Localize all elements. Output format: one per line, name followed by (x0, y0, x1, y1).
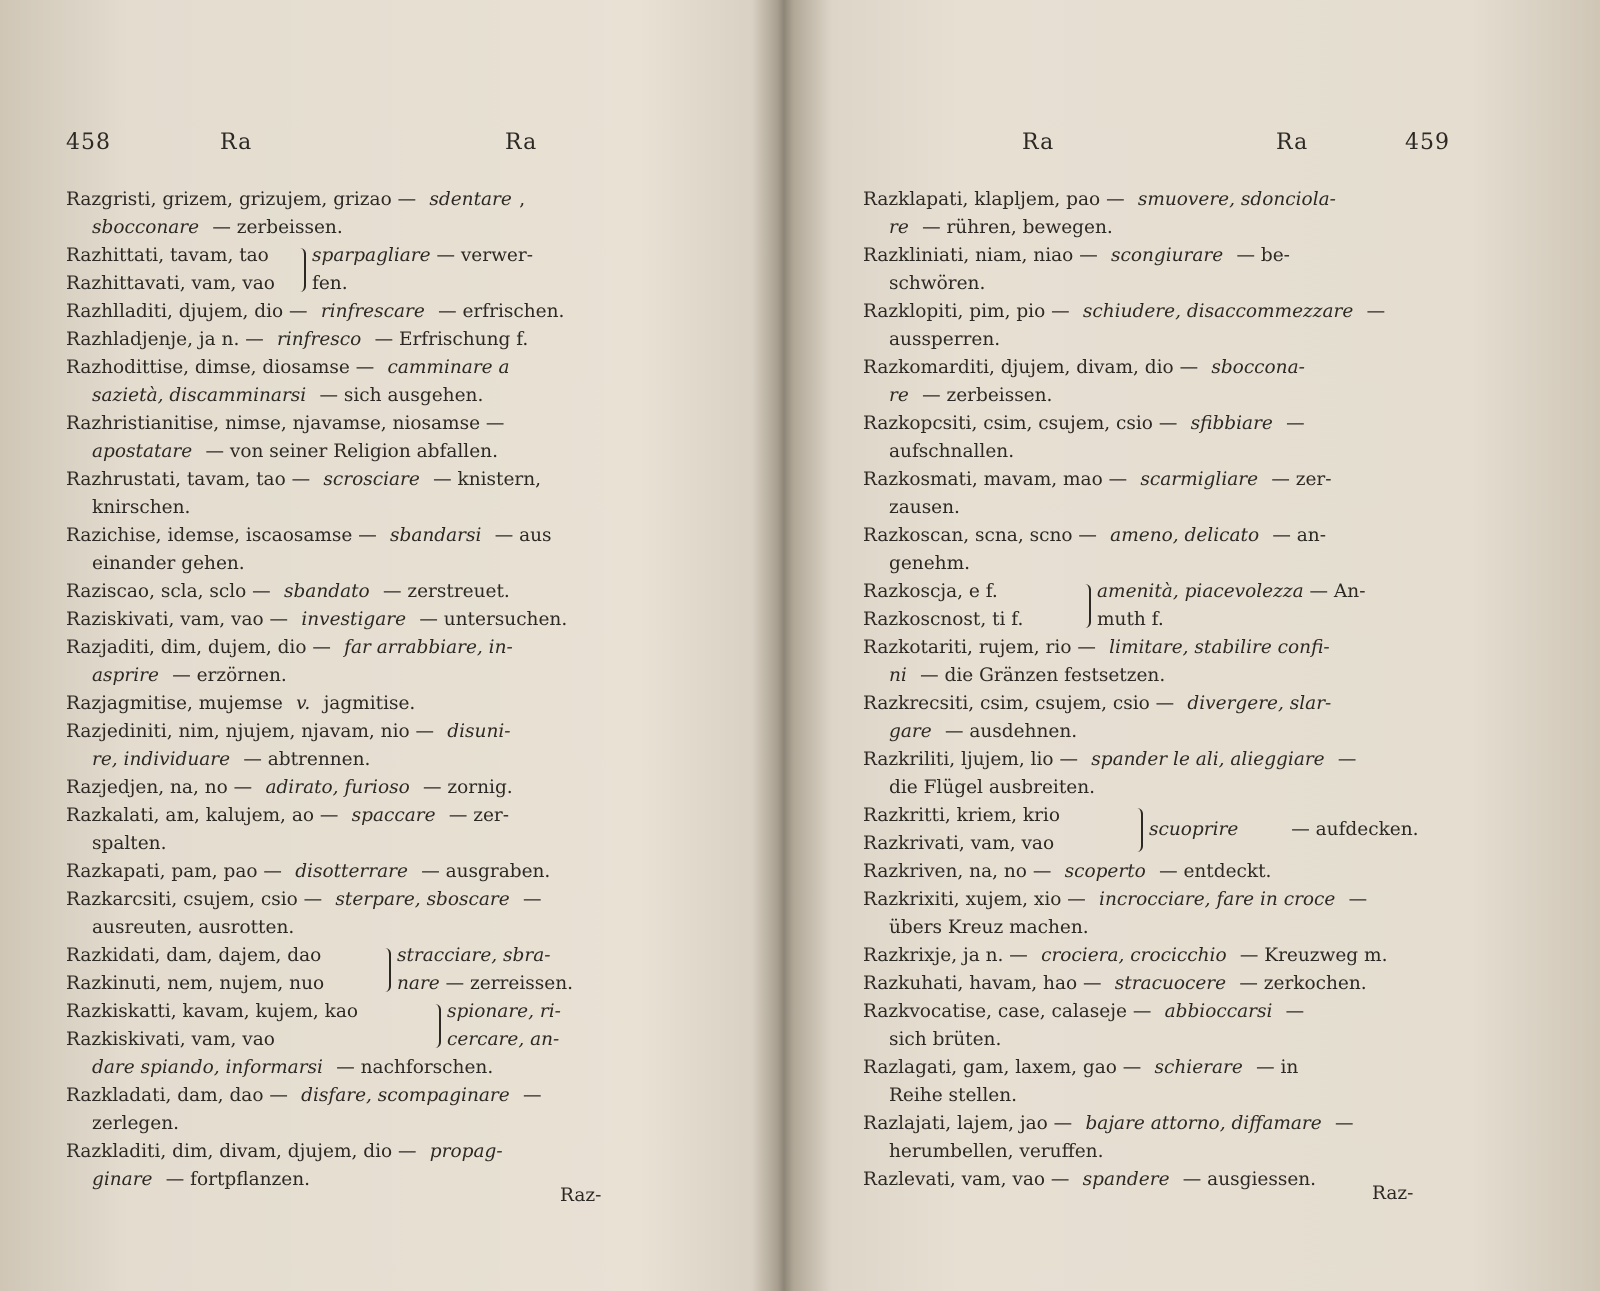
italian-gloss: stracciare, sbra- (397, 945, 551, 966)
entry-line (863, 1082, 1453, 1110)
entry-line (863, 410, 1453, 438)
italian-gloss: scrosciare (323, 469, 420, 490)
grouped-entry (863, 802, 1453, 858)
italian-gloss: asprire (92, 665, 159, 686)
italian-gloss: sbandarsi (390, 525, 482, 546)
entry-text: herumbellen, veruffen. (889, 1141, 1104, 1162)
entry-text: — be- (1230, 245, 1290, 266)
entry-line (66, 774, 650, 802)
italian-gloss: amenità, piacevolezza (1097, 581, 1304, 602)
italian-gloss: scuoprire (1149, 819, 1239, 840)
italian-gloss: investigare (301, 609, 407, 630)
italian-gloss: scoperto (1064, 861, 1146, 882)
italian-gloss: incrocciare, fare in croce (1099, 889, 1336, 910)
entry-text: zerlegen. (92, 1113, 179, 1134)
entry-text: — zer- (442, 805, 510, 826)
entry-text: — rühren, bewegen. (916, 217, 1113, 238)
entry-text: jagmitise. (317, 693, 416, 714)
entry-text: Razkladati, dam, dao — (66, 1085, 294, 1106)
dictionary-entries (863, 186, 1453, 1194)
italian-gloss: bajare attorno, diffamare (1085, 1113, 1322, 1134)
entry-text: — zerbeissen. (916, 385, 1053, 406)
italian-gloss: ginare (92, 1169, 153, 1190)
italian-gloss: cercare, an- (447, 1029, 560, 1050)
entry-text: — (1329, 1113, 1354, 1134)
entry-text: Razkotariti, rujem, rio — (863, 637, 1102, 658)
entry-line (66, 1138, 650, 1166)
entry-headword-line: Razhittavati, vam, vao (66, 273, 275, 294)
entry-line (863, 438, 1453, 466)
entry-line (66, 802, 650, 830)
italian-gloss: sterpare, sboscare (335, 889, 510, 910)
dictionary-entries (66, 186, 650, 1194)
entry-text: die Flügel ausbreiten. (889, 777, 1096, 798)
entry-text: Razkriliti, ljujem, lio — (863, 749, 1084, 770)
italian-gloss: sdentare (429, 189, 512, 210)
entry-text: — verwer- (430, 245, 533, 266)
italian-gloss: disuni- (447, 721, 511, 742)
entry-line (66, 690, 650, 718)
entry-text: einander gehen. (92, 553, 245, 574)
entry-text: , (519, 189, 526, 210)
entry-text: — in (1250, 1057, 1299, 1078)
entry-line (863, 914, 1453, 942)
grouped-definition (447, 998, 561, 1054)
entry-text: — erzörnen. (166, 665, 287, 686)
entry-line (66, 578, 650, 606)
entry-line (66, 326, 650, 354)
italian-gloss: sparpagliare (312, 245, 431, 266)
page-number: 458 (66, 130, 111, 155)
brace-icon (431, 1004, 441, 1048)
entry-text: Razhristianitise, nimse, njavamse, niosamse — (66, 413, 505, 434)
entry-text: Razjediniti, nim, njujem, njavam, nio — (66, 721, 440, 742)
entry-text: Razhodittise, dimse, diosamse — (66, 357, 381, 378)
entry-text: — knistern, (427, 469, 542, 490)
entry-text: Razkoscan, scna, scno — (863, 525, 1103, 546)
grouped-entry (66, 242, 650, 298)
entry-line (66, 550, 650, 578)
entry-line (863, 634, 1453, 662)
entry-text: Razkalati, am, kalujem, ao — (66, 805, 345, 826)
entry-text: — Kreuzweg m. (1233, 945, 1388, 966)
entry-text: — (1342, 889, 1368, 910)
grouped-definition (312, 242, 533, 298)
entry-line (66, 662, 650, 690)
entry-line (863, 662, 1453, 690)
italian-gloss: gare (889, 721, 932, 742)
entry-text: — ausgiessen. (1176, 1169, 1317, 1190)
entry-line (66, 886, 650, 914)
italian-gloss: ameno, delicato (1110, 525, 1260, 546)
entry-text: Razkrixiti, xujem, xio — (863, 889, 1092, 910)
entry-text: — zerkochen. (1233, 973, 1367, 994)
entry-line (66, 410, 650, 438)
entry-text: Razkrixje, ja n. — (863, 945, 1034, 966)
entry-text: Razhladjenje, ja n. — (66, 329, 270, 350)
catchword: Raz- (560, 1185, 602, 1206)
entry-line (66, 522, 650, 550)
entry-line (863, 242, 1453, 270)
entry-text: Razlajati, lajem, jao — (863, 1113, 1079, 1134)
entry-headword-line: Razkritti, kriem, krio (863, 805, 1060, 826)
entry-line (863, 774, 1453, 802)
italian-gloss: v. (296, 693, 311, 714)
entry-text: — An- (1303, 581, 1366, 602)
entry-text: schwören. (889, 273, 986, 294)
entry-line (863, 1054, 1453, 1082)
running-header: Ra (1022, 130, 1055, 155)
italian-gloss: adirato, furioso (265, 777, 410, 798)
grouped-entry (863, 578, 1453, 634)
entry-text: — zerstreuet. (377, 581, 510, 602)
entry-text: sich brüten. (889, 1029, 1002, 1050)
entry-text: Razkriven, na, no — (863, 861, 1058, 882)
brace-icon (296, 248, 306, 292)
entry-text: zausen. (889, 497, 960, 518)
italian-gloss: nare (397, 973, 440, 994)
entry-line (66, 354, 650, 382)
italian-gloss: apostatare (92, 441, 193, 462)
entry-text: — erfrischen. (432, 301, 565, 322)
grouped-entry (66, 942, 650, 998)
entry-text: aussperren. (889, 329, 1001, 350)
entry-line (66, 494, 650, 522)
italian-gloss: stracuocere (1114, 973, 1227, 994)
entry-text: Razkarcsiti, csujem, csio — (66, 889, 329, 910)
entry-line (66, 830, 650, 858)
italian-gloss: re (889, 385, 909, 406)
entry-text: — abtrennen. (237, 749, 371, 770)
entry-text: Razjagmitise, mujemse (66, 693, 289, 714)
entry-line (66, 438, 650, 466)
italian-gloss: smuovere, sdonciola- (1137, 189, 1336, 210)
entry-text: Razichise, idemse, iscaosamse — (66, 525, 383, 546)
grouped-definition (397, 942, 573, 998)
entry-text: Razkapati, pam, pao — (66, 861, 288, 882)
italian-gloss: re (889, 217, 909, 238)
entry-line (863, 718, 1453, 746)
brace-icon (381, 948, 391, 992)
entry-text: Razhrustati, tavam, tao — (66, 469, 316, 490)
entry-text: — (1332, 749, 1357, 770)
entry-line (66, 746, 650, 774)
running-header: Ra (505, 130, 538, 155)
italian-gloss: sbocconare (92, 217, 200, 238)
entry-text: — aufdecken. (1285, 819, 1419, 840)
left-page (0, 0, 790, 1291)
italian-gloss: sbandato (283, 581, 370, 602)
entry-line (66, 634, 650, 662)
italian-gloss: re, individuare (92, 749, 231, 770)
entry-text: fen. (312, 273, 348, 294)
entry-line (863, 746, 1453, 774)
entry-line (863, 942, 1453, 970)
entry-text: Razkuhati, havam, hao — (863, 973, 1108, 994)
italian-gloss: dare spiando, informarsi (92, 1057, 323, 1078)
entry-text: muth f. (1097, 609, 1164, 630)
entry-text: — nachforschen. (330, 1057, 494, 1078)
entry-text: Razgristi, grizem, grizujem, grizao — (66, 189, 422, 210)
entry-text: — an- (1266, 525, 1326, 546)
entry-text (1238, 819, 1285, 840)
page-number: 459 (1405, 130, 1450, 155)
entry-text: — (517, 889, 542, 910)
entry-text: spalten. (92, 833, 167, 854)
entry-text: Raziskivati, vam, vao — (66, 609, 294, 630)
entry-text: aufschnallen. (889, 441, 1015, 462)
entry-text: Razkopcsiti, csim, csujem, csio — (863, 413, 1184, 434)
entry-text: — sich ausgehen. (313, 385, 484, 406)
italian-gloss: scongiurare (1110, 245, 1224, 266)
entry-text: — untersuchen. (413, 609, 568, 630)
entry-text: Razkladiti, dim, divam, djujem, dio — (66, 1141, 423, 1162)
italian-gloss: sazietà, discamminarsi (92, 385, 307, 406)
italian-gloss: ni (889, 665, 907, 686)
entry-line (863, 1026, 1453, 1054)
entry-text: — ausdehnen. (939, 721, 1078, 742)
entry-text: — aus (488, 525, 552, 546)
entry-line (863, 522, 1453, 550)
entry-text: — zornig. (417, 777, 513, 798)
entry-text: — zerreissen. (439, 973, 573, 994)
entry-line (863, 998, 1453, 1026)
entry-line (863, 214, 1453, 242)
entry-text: — Erfrischung f. (368, 329, 529, 350)
grouped-entry (66, 998, 650, 1054)
entry-text: — zer- (1265, 469, 1332, 490)
entry-text: ausreuten, ausrotten. (92, 917, 295, 938)
entry-text: — entdeckt. (1153, 861, 1272, 882)
italian-gloss: rinfrescare (320, 301, 425, 322)
entry-line (863, 494, 1453, 522)
entry-headword-line: Razkidati, dam, dajem, dao (66, 945, 322, 966)
grouped-definition (1149, 816, 1419, 872)
italian-gloss: sboccona- (1211, 357, 1305, 378)
entry-line (863, 326, 1453, 354)
entry-line (863, 186, 1453, 214)
italian-gloss: spaccare (351, 805, 436, 826)
entry-text: — (1280, 413, 1305, 434)
catchword: Raz- (1372, 1183, 1414, 1204)
italian-gloss: limitare, stabilire confi- (1109, 637, 1330, 658)
entry-text: — von seiner Religion abfallen. (199, 441, 498, 462)
entry-text: — (1279, 1001, 1305, 1022)
italian-gloss: schiudere, disaccommezzare (1082, 301, 1354, 322)
italian-gloss: rinfresco (276, 329, 362, 350)
entry-text: Razkomarditi, djujem, divam, dio — (863, 357, 1204, 378)
entry-line (66, 466, 650, 494)
italian-gloss: spander le ali, alieggiare (1091, 749, 1325, 770)
italian-gloss: disfare, scompaginare (301, 1085, 510, 1106)
entry-line (863, 1110, 1453, 1138)
italian-gloss: crociera, crocicchio (1041, 945, 1227, 966)
italian-gloss: spandere (1082, 1169, 1170, 1190)
italian-gloss: scarmigliare (1140, 469, 1259, 490)
entry-line (863, 970, 1453, 998)
entry-text: — (1360, 301, 1386, 322)
entry-headword-line: Razkoscnost, ti f. (863, 609, 1024, 630)
grouped-definition (1097, 578, 1365, 634)
entry-headword-line: Razkoscja, e f. (863, 581, 998, 602)
entry-headword-line: Razkiskatti, kavam, kujem, kao (66, 1001, 359, 1022)
right-page (790, 0, 1600, 1291)
italian-gloss: divergere, slar- (1187, 693, 1332, 714)
entry-line (863, 1138, 1453, 1166)
entry-text: — zerbeissen. (206, 217, 343, 238)
entry-headword-line: Razhittati, tavam, tao (66, 245, 269, 266)
entry-line (863, 690, 1453, 718)
italian-gloss: disotterrare (295, 861, 408, 882)
entry-line (66, 858, 650, 886)
entry-text: Razlagati, gam, laxem, gao — (863, 1057, 1148, 1078)
entry-line (863, 1166, 1453, 1194)
running-header: Ra (1276, 130, 1309, 155)
entry-text: Razlevati, vam, vao — (863, 1169, 1076, 1190)
entry-line (66, 1110, 650, 1138)
entry-text: — fortpflanzen. (159, 1169, 311, 1190)
entry-headword-line: Razkinuti, nem, nujem, nuo (66, 973, 325, 994)
entry-line (863, 466, 1453, 494)
entry-text: genehm. (889, 553, 970, 574)
entry-line (66, 606, 650, 634)
entry-text: Razkosmati, mavam, mao — (863, 469, 1133, 490)
entry-text: Razkrecsiti, csim, csujem, csio — (863, 693, 1181, 714)
entry-text: Razkvocatise, case, calaseje — (863, 1001, 1158, 1022)
entry-line (66, 914, 650, 942)
entry-line (863, 550, 1453, 578)
entry-headword-line: Razkiskivati, vam, vao (66, 1029, 275, 1050)
entry-text: Razkliniati, niam, niao — (863, 245, 1104, 266)
brace-icon (1081, 584, 1091, 628)
entry-text: Reihe stellen. (889, 1085, 1017, 1106)
entry-text: Razjedjen, na, no — (66, 777, 259, 798)
entry-headword-line: Razkrivati, vam, vao (863, 833, 1055, 854)
running-header: Ra (220, 130, 253, 155)
italian-gloss: abbioccarsi (1164, 1001, 1273, 1022)
entry-line (66, 186, 650, 214)
entry-text: Razjaditi, dim, dujem, dio — (66, 637, 337, 658)
italian-gloss: propag- (429, 1141, 503, 1162)
entry-line (66, 382, 650, 410)
entry-text: — (517, 1085, 542, 1106)
entry-text: Razklopiti, pim, pio — (863, 301, 1076, 322)
italian-gloss: far arrabbiare, in- (344, 637, 513, 658)
entry-line (863, 886, 1453, 914)
entry-line (863, 270, 1453, 298)
entry-text: knirschen. (92, 497, 191, 518)
entry-text: — ausgraben. (415, 861, 551, 882)
entry-text: Raziscao, scla, sclo — (66, 581, 277, 602)
entry-line (66, 1054, 650, 1082)
entry-line (863, 354, 1453, 382)
italian-gloss: camminare a (387, 357, 510, 378)
italian-gloss: spionare, ri- (447, 1001, 561, 1022)
entry-text: Razklapati, klapljem, pao — (863, 189, 1131, 210)
entry-text: übers Kreuz machen. (889, 917, 1089, 938)
entry-text: — die Gränzen festsetzen. (914, 665, 1166, 686)
italian-gloss: sfibbiare (1190, 413, 1273, 434)
entry-line (66, 1082, 650, 1110)
entry-line (66, 298, 650, 326)
entry-line (863, 382, 1453, 410)
entry-line (66, 214, 650, 242)
brace-icon (1133, 808, 1143, 852)
entry-text: Razhlladiti, djujem, dio — (66, 301, 314, 322)
entry-line (66, 718, 650, 746)
italian-gloss: schierare (1154, 1057, 1243, 1078)
entry-line (863, 298, 1453, 326)
